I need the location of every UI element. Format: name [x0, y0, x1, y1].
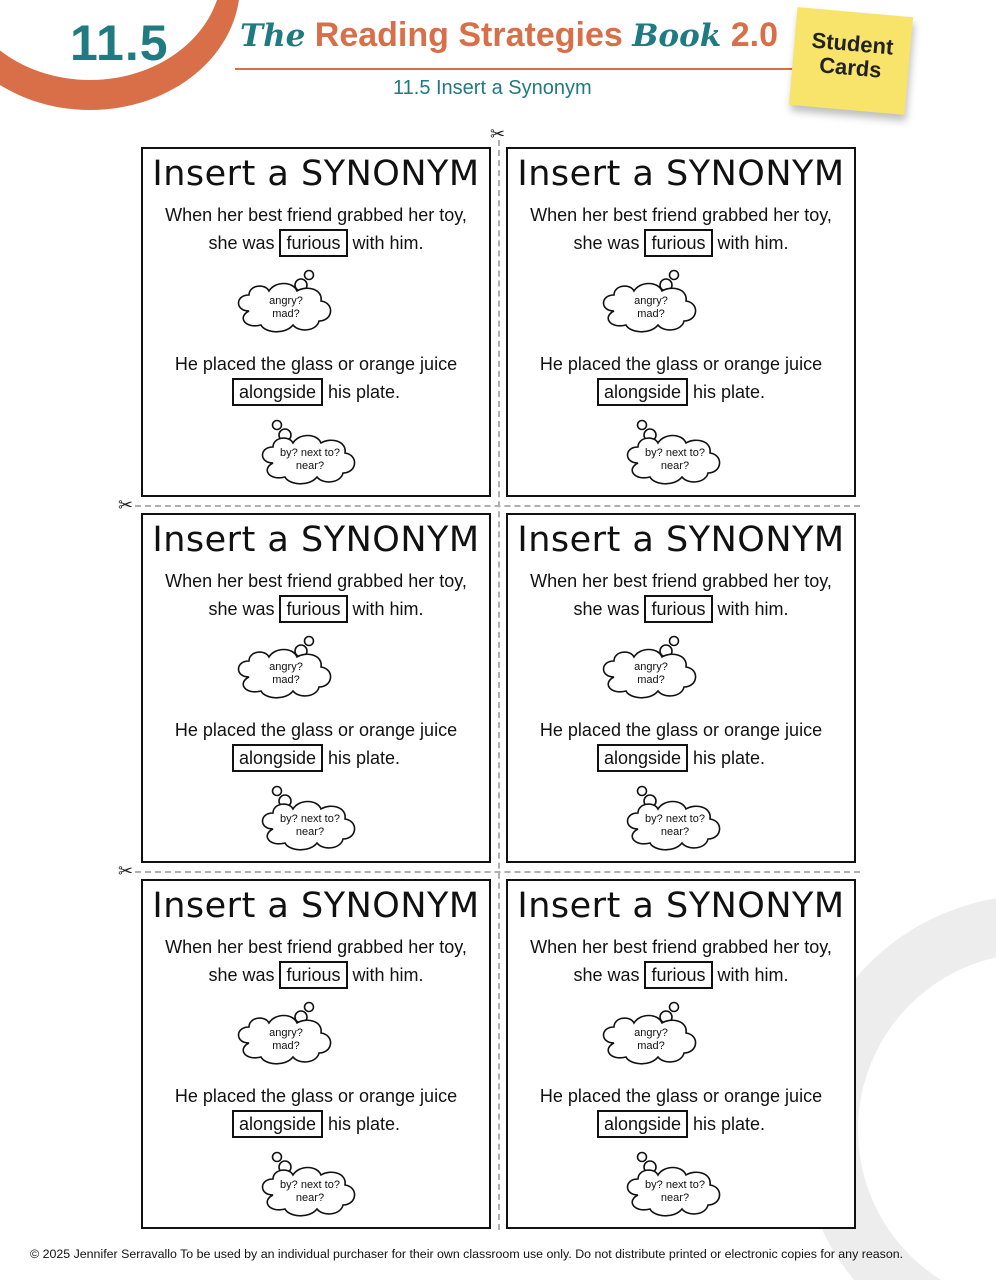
thought-line-2: mad? — [272, 1040, 300, 1052]
target-word-alongside: alongside — [232, 378, 323, 406]
title-divider — [235, 68, 800, 70]
thought-text — [239, 295, 333, 321]
thought-line-2: near? — [295, 826, 325, 838]
student-cards-sticky-note — [789, 7, 913, 115]
sentence-2-after: his plate. — [688, 1114, 766, 1134]
thought-line-2: mad? — [272, 674, 300, 686]
thought-cloud-icon — [620, 783, 730, 855]
thought-line-1: angry? — [634, 661, 668, 673]
thought-cloud-icon — [255, 1149, 365, 1221]
thought-line-1: by? next to? — [645, 813, 705, 825]
target-word-furious: furious — [279, 229, 347, 257]
thought-cloud-icon — [255, 783, 365, 855]
sentence-1-line-2 — [508, 965, 854, 986]
page-subtitle: 11.5 Insert a Synonym — [393, 77, 592, 99]
thought-text — [263, 813, 357, 839]
thought-line-1: by? next to? — [280, 1179, 340, 1191]
card-title: Insert a SYNONYM — [517, 520, 845, 560]
thought-line-1: by? next to? — [645, 447, 705, 459]
target-word-alongside: alongside — [597, 744, 688, 772]
thought-line-2: near? — [660, 826, 690, 838]
sentence-1-before: she was — [573, 965, 645, 985]
student-card — [141, 879, 491, 1229]
target-word-furious: furious — [644, 595, 712, 623]
thought-line-2: mad? — [637, 1040, 665, 1052]
thought-text — [263, 447, 357, 473]
thought-text — [628, 447, 722, 473]
sentence-1-line-2 — [508, 233, 854, 254]
sentence-1-line-2 — [508, 599, 854, 620]
sentence-2-line-2 — [143, 1114, 489, 1135]
vertical-cut-line — [498, 140, 500, 1230]
card-title: Insert a SYNONYM — [517, 154, 845, 194]
sentence-1-before: she was — [208, 599, 280, 619]
target-word-furious: furious — [279, 595, 347, 623]
thought-text — [263, 1179, 357, 1205]
thought-line-2: mad? — [637, 674, 665, 686]
sentence-1-line-2 — [143, 599, 489, 620]
scissors-icon: ✂ — [490, 124, 506, 145]
target-word-alongside: alongside — [232, 744, 323, 772]
book-title-main: Reading Strategies — [305, 16, 633, 54]
thought-line-1: angry? — [269, 295, 303, 307]
sentence-1-line-2 — [143, 965, 489, 986]
sentence-1-after: with him. — [712, 599, 789, 619]
thought-line-1: angry? — [634, 1027, 668, 1039]
book-title-the: The — [240, 18, 306, 54]
sentence-1-line-2 — [143, 233, 489, 254]
thought-line-1: angry? — [269, 1027, 303, 1039]
target-word-furious: furious — [644, 229, 712, 257]
card-title: Insert a SYNONYM — [152, 520, 480, 560]
book-title-book: Book — [632, 18, 722, 54]
sentence-2-line-1: He placed the glass or orange juice — [174, 1086, 458, 1106]
sentence-2-after: his plate. — [323, 382, 401, 402]
horizontal-cut-line — [135, 505, 860, 507]
sentence-2-line-2 — [508, 1114, 854, 1135]
thought-line-1: angry? — [634, 295, 668, 307]
sentence-1-before: she was — [208, 233, 280, 253]
sentence-2-after: his plate. — [323, 1114, 401, 1134]
sentence-2-line-1: He placed the glass or orange juice — [539, 354, 823, 374]
sentence-2-line-2 — [508, 748, 854, 769]
sentence-2-line-2 — [143, 748, 489, 769]
thought-line-2: mad? — [272, 308, 300, 320]
thought-cloud-icon — [596, 997, 706, 1069]
target-word-alongside: alongside — [232, 1110, 323, 1138]
book-title-version: 2.0 — [721, 16, 778, 54]
sentence-1-line-1: When her best friend grabbed her toy, — [165, 205, 467, 225]
thought-cloud-icon — [231, 631, 341, 703]
section-number: 11.5 — [70, 15, 169, 71]
sticky-note-text — [792, 27, 912, 85]
sentence-1-after: with him. — [347, 599, 424, 619]
thought-text — [239, 1027, 333, 1053]
thought-line-1: by? next to? — [645, 1179, 705, 1191]
thought-cloud-icon — [596, 265, 706, 337]
sentence-2-line-1: He placed the glass or orange juice — [539, 720, 823, 740]
sentence-1-after: with him. — [347, 233, 424, 253]
target-word-alongside: alongside — [597, 378, 688, 406]
sentence-1-after: with him. — [712, 965, 789, 985]
sentence-2-line-2 — [508, 382, 854, 403]
thought-cloud-icon — [620, 1149, 730, 1221]
sentence-1-before: she was — [573, 599, 645, 619]
scissors-icon: ✂ — [118, 861, 134, 882]
thought-cloud-icon — [231, 265, 341, 337]
thought-cloud-icon — [596, 631, 706, 703]
sentence-1-line-1: When her best friend grabbed her toy, — [530, 937, 832, 957]
sentence-1-line-1: When her best friend grabbed her toy, — [530, 571, 832, 591]
sentence-2-line-1: He placed the glass or orange juice — [174, 354, 458, 374]
thought-line-2: near? — [660, 1192, 690, 1204]
sentence-1-before: she was — [573, 233, 645, 253]
thought-text — [604, 295, 698, 321]
thought-text — [604, 661, 698, 687]
card-title: Insert a SYNONYM — [152, 886, 480, 926]
student-card — [141, 147, 491, 497]
sentence-1-line-1: When her best friend grabbed her toy, — [530, 205, 832, 225]
thought-line-2: mad? — [637, 308, 665, 320]
target-word-furious: furious — [279, 961, 347, 989]
sentence-1-after: with him. — [347, 965, 424, 985]
thought-line-1: by? next to? — [280, 813, 340, 825]
sentence-1-line-1: When her best friend grabbed her toy, — [165, 571, 467, 591]
thought-cloud-icon — [255, 417, 365, 489]
thought-text — [604, 1027, 698, 1053]
thought-line-1: angry? — [269, 661, 303, 673]
student-card — [141, 513, 491, 863]
horizontal-cut-line — [135, 871, 860, 873]
sentence-2-line-2 — [143, 382, 489, 403]
target-word-alongside: alongside — [597, 1110, 688, 1138]
thought-line-2: near? — [660, 460, 690, 472]
thought-line-1: by? next to? — [280, 447, 340, 459]
thought-cloud-icon — [231, 997, 341, 1069]
student-card — [506, 513, 856, 863]
sticky-note-line-1: Student — [810, 27, 895, 60]
sentence-1-line-1: When her best friend grabbed her toy, — [165, 937, 467, 957]
thought-line-2: near? — [295, 1192, 325, 1204]
sticky-note-line-2: Cards — [818, 52, 883, 83]
student-card — [506, 879, 856, 1229]
sentence-1-before: she was — [208, 965, 280, 985]
sentence-2-line-1: He placed the glass or orange juice — [539, 1086, 823, 1106]
sentence-1-after: with him. — [712, 233, 789, 253]
copyright-footer: © 2025 Jennifer Serravallo To be used by an individual purchaser for their own classroom use only. Do not distribute printed or electronic copies for any reason. — [30, 1247, 904, 1261]
sentence-2-line-1: He placed the glass or orange juice — [174, 720, 458, 740]
book-title — [240, 16, 778, 55]
thought-cloud-icon — [620, 417, 730, 489]
scissors-icon: ✂ — [118, 495, 134, 516]
thought-text — [628, 1179, 722, 1205]
target-word-furious: furious — [644, 961, 712, 989]
sentence-2-after: his plate. — [688, 748, 766, 768]
thought-text — [628, 813, 722, 839]
thought-line-2: near? — [295, 460, 325, 472]
thought-text — [239, 661, 333, 687]
sentence-2-after: his plate. — [323, 748, 401, 768]
card-title: Insert a SYNONYM — [517, 886, 845, 926]
sentence-2-after: his plate. — [688, 382, 766, 402]
card-title: Insert a SYNONYM — [152, 154, 480, 194]
student-card — [506, 147, 856, 497]
